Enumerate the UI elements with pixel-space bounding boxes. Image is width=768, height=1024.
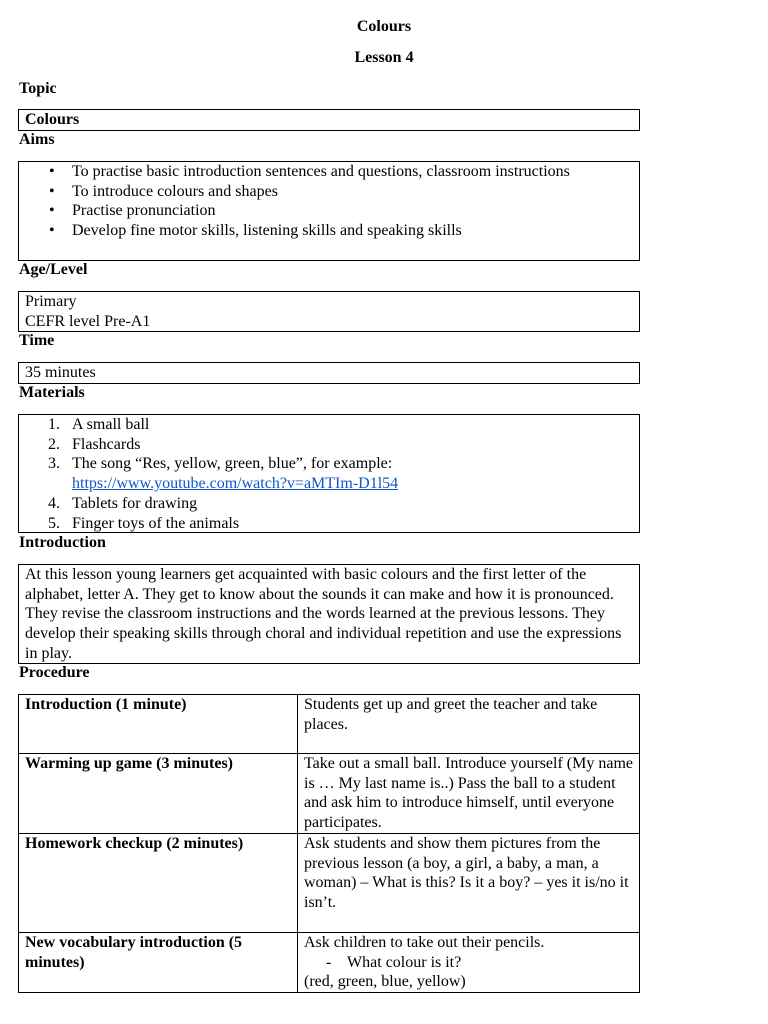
lesson-number: Lesson 4	[354, 49, 414, 66]
materials-item-number: 3.	[48, 455, 60, 473]
procedure-stage: New vocabulary introduction (5 minutes)	[19, 932, 298, 992]
table-row	[19, 833, 640, 932]
time-box	[18, 362, 640, 384]
time-value: 35 minutes	[25, 364, 96, 381]
materials-item	[25, 415, 633, 435]
materials-item-text: The song “Res, yellow, green, blue”, for example:	[72, 455, 393, 473]
introduction-box	[18, 564, 640, 664]
table-row	[19, 695, 640, 754]
procedure-question: - What colour is it?	[326, 953, 462, 971]
aims-box	[18, 161, 640, 261]
topic-value: Colours	[25, 111, 80, 128]
materials-item-text: Flashcards	[72, 435, 141, 453]
aims-item: • To introduce colours and shapes	[25, 182, 633, 202]
procedure-description: Ask children to take out their pencils.	[304, 933, 545, 951]
materials-item	[25, 514, 633, 534]
topic-heading: Topic	[19, 80, 57, 97]
procedure-description: Ask students and show them pictures from the previous lesson (a boy, a girl, a baby, a man, a woman) – What is this? Is it a boy? – yes it is/no it isn’t.	[298, 833, 640, 932]
procedure-stage: Warming up game (3 minutes)	[19, 754, 298, 834]
procedure-heading: Procedure	[19, 664, 90, 681]
document-title: Colours	[356, 18, 412, 35]
materials-item-text: Finger toys of the animals	[72, 514, 240, 532]
aims-item: • Develop fine motor skills, listening skills and speaking skills	[25, 221, 633, 241]
introduction-heading: Introduction	[19, 534, 106, 551]
materials-item-number: 1.	[48, 416, 60, 433]
materials-item-text: Tablets for drawing	[72, 494, 198, 512]
procedure-note: (red, green, blue, yellow)	[304, 973, 466, 991]
table-row	[19, 932, 640, 992]
age-level-heading: Age/Level	[19, 261, 88, 278]
materials-item-text: A small ball	[72, 416, 150, 433]
materials-item	[25, 494, 633, 514]
age-level-line: Primary	[25, 293, 77, 310]
procedure-table	[18, 694, 640, 993]
materials-heading: Materials	[19, 384, 85, 401]
aims-item: • Practise pronunciation	[25, 201, 633, 221]
materials-item-number: 2.	[48, 435, 60, 453]
procedure-stage: Introduction (1 minute)	[19, 695, 298, 754]
introduction-text: At this lesson young learners get acquainted with basic colours and the first letter of the alphabet, letter A. They get to know about the sounds it can make and how it is pronounced. They revise the classroom instructions and the words learned at the previous lessons. They develop their speaking skills through choral and individual repetition and use the expressions in play.	[25, 566, 622, 662]
aims-heading: Aims	[19, 131, 55, 148]
age-level-box	[18, 291, 640, 332]
procedure-description: Take out a small ball. Introduce yourself (My name is … My last name is..) Pass the ball to a student and ask him to introduce himself, until everyone participates.	[298, 754, 640, 834]
time-heading: Time	[19, 332, 55, 349]
aims-list	[25, 162, 633, 241]
materials-box	[18, 414, 640, 533]
topic-box	[18, 109, 640, 131]
materials-item-number: 4.	[48, 494, 60, 512]
materials-item	[25, 435, 633, 455]
materials-item-number: 5.	[48, 514, 60, 532]
materials-list	[25, 415, 633, 533]
song-link[interactable]: https://www.youtube.com/watch?v=aMTIm-D1l54	[72, 475, 399, 493]
cefr-level-line: CEFR level Pre-A1	[25, 312, 151, 330]
materials-item	[25, 454, 633, 493]
procedure-description: Students get up and greet the teacher and take places.	[298, 695, 640, 754]
procedure-stage: Homework checkup (2 minutes)	[19, 833, 298, 932]
aims-item: • To practise basic introduction sentences and questions, classroom instructions	[25, 162, 633, 182]
table-row	[19, 754, 640, 834]
procedure-description-cell	[298, 932, 640, 992]
